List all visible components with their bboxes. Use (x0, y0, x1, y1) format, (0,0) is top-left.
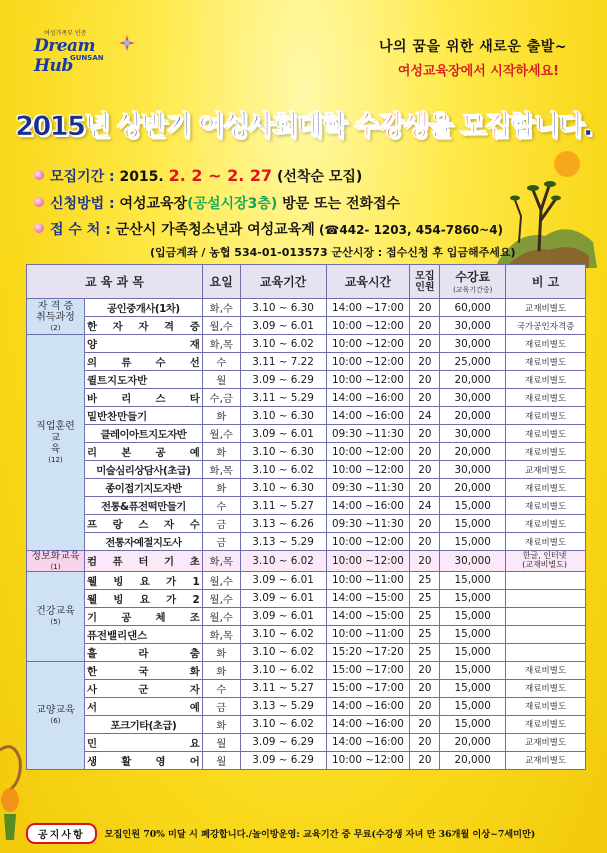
course-day: 월,수 (202, 571, 240, 589)
bullet-icon (34, 223, 44, 233)
course-day: 화 (202, 479, 240, 497)
header-note: 비 고 (506, 265, 586, 299)
course-time: 14:00 ~17:00 (326, 299, 410, 317)
course-time: 10:00 ~12:00 (326, 335, 410, 353)
course-period: 3.10 ~ 6.30 (240, 479, 326, 497)
course-name: 전통자예절지도사 (84, 533, 202, 551)
header-fee-label: 수강료 (455, 270, 491, 284)
bullet-icon (34, 197, 44, 207)
course-capacity: 25 (410, 625, 440, 643)
title-part-2: 수강생 (353, 111, 428, 142)
table-row (27, 751, 586, 769)
category-label: 정보화교육 (31, 551, 80, 562)
course-fee: 15,000 (440, 515, 506, 533)
course-fee: 15,000 (440, 589, 506, 607)
course-fee: 30,000 (440, 425, 506, 443)
course-fee: 30,000 (440, 389, 506, 407)
course-day: 화,수 (202, 299, 240, 317)
course-fee: 30,000 (440, 461, 506, 479)
course-fee: 60,000 (440, 299, 506, 317)
info-method (34, 193, 400, 213)
table-row (27, 353, 586, 371)
course-capacity: 20 (410, 335, 440, 353)
notice-footer (26, 824, 535, 842)
payment-note: (입금계좌 / 농협 534-01-013573 군산시장 : 접수신청 후 입금해주세요) (150, 246, 516, 259)
info-period (34, 166, 362, 186)
course-note (506, 589, 586, 607)
course-period: 3.13 ~ 6.26 (240, 515, 326, 533)
table-row (27, 299, 586, 317)
category-cell-cert (27, 299, 85, 335)
course-period: 3.10 ~ 6.30 (240, 443, 326, 461)
logo-sub-text: GUNSAN (70, 54, 104, 62)
course-period: 3.11 ~ 7.22 (240, 353, 326, 371)
category-label: 취득과정 (36, 312, 75, 324)
course-name: 컴 퓨 터 기 초 (84, 551, 202, 572)
course-time: 15:00 ~17:00 (326, 661, 410, 679)
course-fee: 25,000 (440, 353, 506, 371)
title-part-5: 합니다. (509, 111, 592, 142)
table-row (27, 407, 586, 425)
course-capacity: 25 (410, 589, 440, 607)
course-period: 3.11 ~ 5.27 (240, 679, 326, 697)
course-time: 09:30 ~11:30 (326, 515, 410, 533)
course-note: 재료비별도 (506, 353, 586, 371)
table-row (27, 515, 586, 533)
course-fee: 15,000 (440, 607, 506, 625)
course-day: 월 (202, 733, 240, 751)
header-time: 교육시간 (326, 265, 410, 299)
slogan-line-2: 여성교육장에서 시작하세요! (397, 64, 559, 79)
category-count: (2) (50, 323, 61, 332)
course-name: 퀼트지도자반 (84, 371, 202, 389)
table-row (27, 497, 586, 515)
course-capacity: 24 (410, 407, 440, 425)
course-fee: 20,000 (440, 407, 506, 425)
bullet-icon (34, 170, 44, 180)
course-name: 기 공 체 조 (84, 607, 202, 625)
course-capacity: 20 (410, 425, 440, 443)
course-fee: 15,000 (440, 697, 506, 715)
course-name: 양 재 (84, 335, 202, 353)
course-period: 3.13 ~ 5.29 (240, 697, 326, 715)
course-day: 화 (202, 661, 240, 679)
course-day: 수,금 (202, 389, 240, 407)
course-note (506, 571, 586, 589)
title-part-3: 을 (427, 111, 461, 142)
course-day: 월 (202, 371, 240, 389)
course-time: 14:00 ~16:00 (326, 497, 410, 515)
course-period: 3.10 ~ 6.02 (240, 643, 326, 661)
table-row (27, 389, 586, 407)
course-fee: 20,000 (440, 371, 506, 389)
period-dates: 2. 2 ~ 2. 27 (168, 166, 273, 185)
course-note: 교재비별도 (506, 733, 586, 751)
table-row (27, 479, 586, 497)
course-time: 09:30 ~11:30 (326, 479, 410, 497)
page-title (0, 104, 607, 143)
course-day: 월,수 (202, 607, 240, 625)
course-fee: 15,000 (440, 571, 506, 589)
course-fee: 20,000 (440, 751, 506, 769)
course-name: 클레이아트지도자반 (84, 425, 202, 443)
course-period: 3.09 ~ 6.01 (240, 317, 326, 335)
category-label: 교 (50, 432, 61, 444)
course-period: 3.10 ~ 6.02 (240, 461, 326, 479)
office-phone: (☎442- 1203, 454-7860~4) (314, 223, 504, 237)
course-period: 3.10 ~ 6.02 (240, 335, 326, 353)
course-time: 10:00 ~12:00 (326, 551, 410, 572)
course-fee: 30,000 (440, 335, 506, 353)
course-note: 재료비별도 (506, 497, 586, 515)
method-location: (공설시장3층) (187, 196, 278, 212)
course-name: 의 류 수 선 (84, 353, 202, 371)
course-time: 14:00 ~16:00 (326, 389, 410, 407)
course-name: 바 리 스 타 (84, 389, 202, 407)
course-period: 3.11 ~ 5.27 (240, 497, 326, 515)
title-part-1: 2015년 상반기 여성사회대학 (15, 111, 354, 142)
course-fee: 15,000 (440, 661, 506, 679)
course-capacity: 20 (410, 515, 440, 533)
table-row (27, 733, 586, 751)
course-time: 15:20 ~17:20 (326, 643, 410, 661)
office-label: 접 수 처 : (50, 222, 111, 238)
category-count: (12) (48, 455, 63, 464)
header-capacity: 모집 인원 (410, 265, 440, 299)
course-day: 금 (202, 515, 240, 533)
course-name: 생 활 영 어 (84, 751, 202, 769)
course-fee: 30,000 (440, 317, 506, 335)
course-period: 3.09 ~ 6.01 (240, 571, 326, 589)
course-period: 3.10 ~ 6.02 (240, 661, 326, 679)
course-name: 훌 라 춤 (84, 643, 202, 661)
course-name: 웰 빙 요 가 1 (84, 571, 202, 589)
course-note: 재료비별도 (506, 715, 586, 733)
course-fee: 15,000 (440, 715, 506, 733)
course-capacity: 20 (410, 679, 440, 697)
table-row (27, 625, 586, 643)
course-time: 10:00 ~12:00 (326, 751, 410, 769)
course-period: 3.10 ~ 6.02 (240, 551, 326, 572)
logo-small-text: 여성가족부 인증 (44, 30, 87, 37)
course-table (26, 264, 586, 770)
period-pre: 2015. (119, 169, 169, 185)
category-cell-health (27, 571, 85, 661)
course-note: 재료비별도 (506, 661, 586, 679)
office-text: 군산시 가족청소년과 여성교육계 (115, 222, 315, 238)
course-capacity: 20 (410, 479, 440, 497)
course-capacity: 20 (410, 389, 440, 407)
course-period: 3.09 ~ 6.29 (240, 733, 326, 751)
course-name: 프 랑 스 자 수 (84, 515, 202, 533)
course-period: 3.09 ~ 6.01 (240, 589, 326, 607)
course-capacity: 20 (410, 317, 440, 335)
course-period: 3.10 ~ 6.30 (240, 299, 326, 317)
category-label: 교양교육 (36, 705, 75, 717)
title-part-4: 모집 (460, 111, 510, 142)
header-fee (440, 265, 506, 299)
table-row (27, 571, 586, 589)
notice-badge: 공지사항 (26, 823, 97, 844)
course-day: 금 (202, 533, 240, 551)
category-cell-info (27, 551, 85, 572)
course-period: 3.09 ~ 6.01 (240, 425, 326, 443)
course-day: 수 (202, 679, 240, 697)
course-time: 14:00 ~15:00 (326, 589, 410, 607)
table-row (27, 551, 586, 572)
course-capacity: 25 (410, 607, 440, 625)
course-time: 10:00 ~12:00 (326, 317, 410, 335)
course-note: 재료비별도 (506, 389, 586, 407)
course-note (506, 625, 586, 643)
category-cell-culture (27, 661, 85, 769)
course-capacity: 20 (410, 353, 440, 371)
course-capacity: 20 (410, 461, 440, 479)
course-fee: 15,000 (440, 497, 506, 515)
course-fee: 15,000 (440, 643, 506, 661)
course-day: 금 (202, 697, 240, 715)
course-name: 포크기타(초급) (84, 715, 202, 733)
course-period: 3.10 ~ 6.30 (240, 407, 326, 425)
course-note (506, 607, 586, 625)
method-label: 신청방법 : (50, 196, 115, 212)
decorative-lamp-illustration (0, 730, 26, 840)
course-day: 화 (202, 407, 240, 425)
course-capacity: 25 (410, 643, 440, 661)
course-period: 3.10 ~ 6.02 (240, 715, 326, 733)
header-fee-sub: (교육기간중) (453, 286, 493, 294)
logo-main-text: Dream Hub (34, 36, 96, 76)
course-capacity: 20 (410, 733, 440, 751)
course-capacity: 20 (410, 661, 440, 679)
course-period: 3.09 ~ 6.01 (240, 607, 326, 625)
logo-star-icon (118, 34, 136, 52)
course-note: 재료비별도 (506, 533, 586, 551)
course-capacity: 20 (410, 371, 440, 389)
course-note: 재료비별도 (506, 479, 586, 497)
course-time: 10:00 ~11:00 (326, 571, 410, 589)
course-note: 재료비별도 (506, 371, 586, 389)
category-count: (6) (50, 716, 61, 725)
course-day: 화 (202, 443, 240, 461)
course-day: 월,수 (202, 425, 240, 443)
course-capacity: 20 (410, 715, 440, 733)
course-name: 공인중개사(1차) (84, 299, 202, 317)
course-fee: 20,000 (440, 479, 506, 497)
course-period: 3.09 ~ 6.29 (240, 751, 326, 769)
course-note-line: 한글, 인터넷 (522, 550, 567, 560)
notice-text: 모집인원 70% 미달 시 폐강합니다./놀이방운영: 교육기간 중 무료(수강생 자녀 만 36개월 이상~7세미만) (104, 829, 536, 840)
method-pre: 여성교육장 (119, 196, 188, 212)
course-note: 재료비별도 (506, 515, 586, 533)
course-day: 수 (202, 497, 240, 515)
course-fee: 20,000 (440, 733, 506, 751)
category-label: 건강교육 (36, 606, 75, 618)
table-row (27, 533, 586, 551)
course-period: 3.13 ~ 5.29 (240, 533, 326, 551)
course-name: 웰 빙 요 가 2 (84, 589, 202, 607)
info-office (34, 219, 503, 239)
method-post: 방문 또는 전화접수 (277, 196, 401, 212)
course-fee: 20,000 (440, 443, 506, 461)
table-row (27, 425, 586, 443)
course-capacity: 25 (410, 571, 440, 589)
slogan-line-1: 나의 꿈을 위한 새로운 출발~ (379, 39, 567, 55)
course-capacity: 20 (410, 751, 440, 769)
course-note: 재료비별도 (506, 407, 586, 425)
course-name: 리 본 공 예 (84, 443, 202, 461)
table-header-row (27, 265, 586, 299)
course-period: 3.09 ~ 6.29 (240, 371, 326, 389)
table-row (27, 643, 586, 661)
header-day: 요일 (202, 265, 240, 299)
course-period: 3.10 ~ 6.02 (240, 625, 326, 643)
course-period: 3.11 ~ 5.29 (240, 389, 326, 407)
course-time: 10:00 ~12:00 (326, 443, 410, 461)
course-name: 한 자 자 격 증 (84, 317, 202, 335)
category-cell-job (27, 335, 85, 551)
course-note: 재료비별도 (506, 425, 586, 443)
course-capacity: 20 (410, 551, 440, 572)
course-note: 교재비별도 (506, 461, 586, 479)
course-name: 퓨전밸리댄스 (84, 625, 202, 643)
course-day: 화 (202, 715, 240, 733)
dream-hub-logo (28, 22, 138, 76)
category-label: 육 (50, 444, 61, 456)
course-day: 화,목 (202, 551, 240, 572)
course-time: 10:00 ~12:00 (326, 461, 410, 479)
header-course: 교 육 과 목 (27, 265, 203, 299)
course-note: 재료비별도 (506, 335, 586, 353)
course-note: 재료비별도 (506, 679, 586, 697)
course-time: 10:00 ~12:00 (326, 533, 410, 551)
course-day: 월,수 (202, 589, 240, 607)
course-name: 종이접기지도자반 (84, 479, 202, 497)
category-label: 자 격 증 (37, 300, 74, 312)
table-row (27, 607, 586, 625)
course-note: 재료비별도 (506, 443, 586, 461)
course-capacity: 20 (410, 533, 440, 551)
table-row (27, 679, 586, 697)
course-fee: 30,000 (440, 551, 506, 572)
course-day: 월,수 (202, 317, 240, 335)
table-row (27, 697, 586, 715)
course-name: 한 국 화 (84, 661, 202, 679)
course-fee: 15,000 (440, 679, 506, 697)
course-time: 14:00 ~16:00 (326, 697, 410, 715)
course-time: 10:00 ~12:00 (326, 353, 410, 371)
course-day: 월 (202, 751, 240, 769)
course-name: 미술심리상담사(초급) (84, 461, 202, 479)
course-name: 서 예 (84, 697, 202, 715)
course-time: 14:00 ~15:00 (326, 607, 410, 625)
course-time: 10:00 ~11:00 (326, 625, 410, 643)
table-row (27, 461, 586, 479)
course-day: 화,목 (202, 625, 240, 643)
category-label: 직업훈련 (36, 421, 75, 433)
course-name: 전통&퓨전떡만들기 (84, 497, 202, 515)
course-note: 재료비별도 (506, 697, 586, 715)
period-label: 모집기간 : (50, 169, 115, 185)
course-time: 15:00 ~17:00 (326, 679, 410, 697)
course-time: 14:00 ~16:00 (326, 407, 410, 425)
course-time: 14:00 ~16:00 (326, 715, 410, 733)
course-fee: 15,000 (440, 625, 506, 643)
course-name: 민 요 (84, 733, 202, 751)
course-time: 14:00 ~16:00 (326, 733, 410, 751)
course-day: 화,목 (202, 335, 240, 353)
table-row (27, 443, 586, 461)
course-time: 09:30 ~11:30 (326, 425, 410, 443)
header-period: 교육기간 (240, 265, 326, 299)
course-note (506, 551, 586, 572)
course-day: 화,목 (202, 461, 240, 479)
table-row (27, 661, 586, 679)
course-name: 밑반찬만들기 (84, 407, 202, 425)
course-capacity: 24 (410, 497, 440, 515)
period-post: (선착순 모집) (272, 169, 363, 185)
course-day: 수 (202, 353, 240, 371)
category-count: (1) (50, 562, 61, 571)
table-row (27, 371, 586, 389)
category-count: (5) (50, 617, 61, 626)
course-day: 화 (202, 643, 240, 661)
course-capacity: 20 (410, 299, 440, 317)
table-row (27, 317, 586, 335)
course-note: 국가공인자격증 (506, 317, 586, 335)
table-row (27, 335, 586, 353)
table-row (27, 715, 586, 733)
course-capacity: 20 (410, 697, 440, 715)
course-note: 교재비별도 (506, 299, 586, 317)
table-row (27, 589, 586, 607)
course-note-line: (교재비별도) (522, 559, 567, 569)
course-fee: 15,000 (440, 533, 506, 551)
course-capacity: 20 (410, 443, 440, 461)
course-note (506, 643, 586, 661)
course-time: 10:00 ~12:00 (326, 371, 410, 389)
course-name: 사 군 자 (84, 679, 202, 697)
course-note: 교재비별도 (506, 751, 586, 769)
